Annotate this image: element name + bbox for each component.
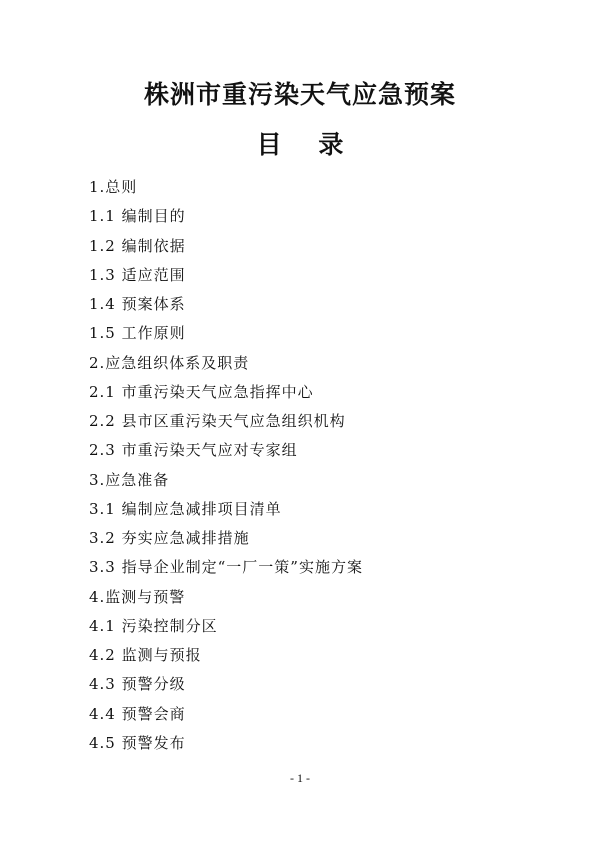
- toc-item: 4.3 预警分级: [89, 675, 186, 694]
- toc-item: 2.1 市重污染天气应急指挥中心: [89, 382, 314, 401]
- toc-item: 2.应急组织体系及职责: [89, 353, 250, 372]
- table-of-contents: [89, 173, 549, 758]
- page-number: - 1 -: [290, 771, 310, 785]
- toc-item: 3.3 指导企业制定“一厂一策”实施方案: [89, 558, 363, 577]
- document-title: 株洲市重污染天气应急预案: [143, 80, 456, 109]
- toc-item: 4.监测与预警: [89, 587, 186, 606]
- toc-item: 3.2 夯实应急减排措施: [89, 529, 250, 547]
- toc-item: 2.3 市重污染天气应对专家组: [89, 441, 298, 460]
- toc-item: 1.4 预案体系: [89, 295, 186, 313]
- toc-item: 1.1 编制目的: [89, 207, 186, 226]
- toc-item: 3.1 编制应急减排项目清单: [89, 499, 282, 518]
- toc-item: 4.5 预警发布: [89, 733, 186, 752]
- toc-item: 1.3 适应范围: [89, 265, 186, 284]
- toc-item: 4.1 污染控制分区: [89, 616, 218, 635]
- toc-heading: 目 录: [256, 130, 358, 159]
- toc-item: 1.2 编制依据: [89, 236, 186, 255]
- toc-item: 1.总则: [89, 178, 138, 196]
- toc-item: 1.5 工作原则: [89, 324, 186, 343]
- toc-item: 3.应急准备: [89, 470, 170, 489]
- toc-item: 2.2 县市区重污染天气应急组织机构: [89, 412, 346, 430]
- toc-item: 4.2 监测与预报: [89, 646, 202, 664]
- toc-item: 4.4 预警会商: [89, 704, 186, 723]
